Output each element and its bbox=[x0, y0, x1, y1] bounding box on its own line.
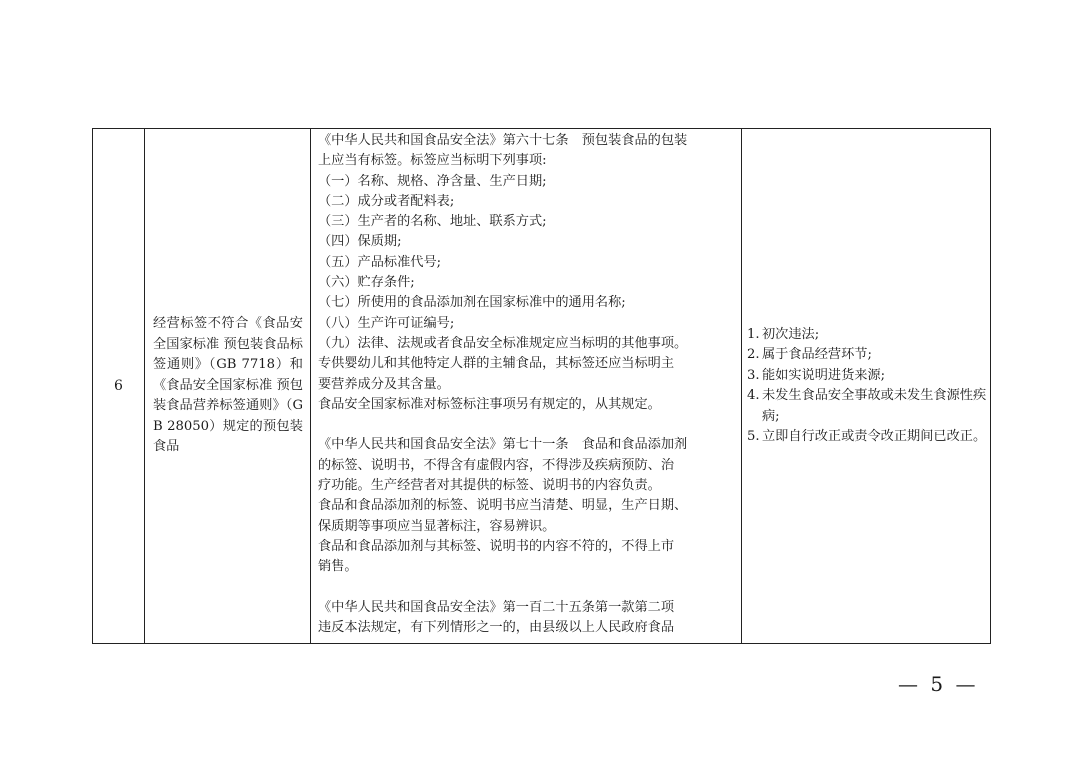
violation-text: 经营标签不符合《食品安全国家标准 预包装食品标签通则》（GB 7718）和《食品安全国家标准 预包装食品营养标签通则》（GB 28050）规定的预包装食品 bbox=[153, 316, 303, 455]
legal-text-line: 保质期等事项应当显著标注，容易辨识。 bbox=[318, 518, 556, 534]
condition-number: 1. bbox=[747, 326, 760, 342]
condition-text: 未发生食品安全事故或未发生食源性疾病; bbox=[762, 388, 987, 424]
condition-number: 5. bbox=[747, 429, 760, 444]
condition-text: 属于食品经营环节; bbox=[762, 347, 872, 362]
paragraph-gap bbox=[318, 578, 733, 598]
legal-basis-cell bbox=[311, 129, 742, 644]
condition-item bbox=[747, 386, 990, 427]
violation-cell bbox=[145, 129, 311, 644]
legal-text-line: 食品安全国家标准对标签标注事项另有规定的，从其规定。 bbox=[318, 396, 661, 412]
legal-text-line: 上应当有标签。标签应当标明下列事项: bbox=[318, 153, 547, 169]
condition-text: 能如实说明进货来源; bbox=[762, 367, 886, 383]
legal-text-line: 《中华人民共和国食品安全法》第六十七条 预包装食品的包装 bbox=[318, 133, 688, 148]
condition-item bbox=[747, 325, 990, 346]
penalty-table bbox=[92, 128, 991, 644]
condition-text: 立即自行改正或责令改正期间已改正。 bbox=[762, 429, 987, 444]
condition-number: 4. bbox=[747, 388, 760, 403]
legal-text-line: （五）产品标准代号; bbox=[318, 254, 442, 270]
legal-text-line: 《中华人民共和国食品安全法》第七十一条 食品和食品添加剂 bbox=[318, 437, 688, 453]
legal-text-line: （二）成分或者配料表; bbox=[318, 193, 455, 209]
legal-text-line: 违反本法规定，有下列情形之一的，由县级以上人民政府食品 bbox=[318, 620, 675, 636]
legal-text-line: （三）生产者的名称、地址、联系方式; bbox=[318, 214, 547, 230]
legal-text-line: 专供婴幼儿和其他特定人群的主辅食品，其标签还应当标明主 bbox=[318, 356, 675, 372]
condition-number: 3. bbox=[747, 367, 760, 383]
paragraph-gap bbox=[318, 415, 733, 435]
condition-number: 2. bbox=[747, 347, 760, 362]
legal-text-line: 《中华人民共和国食品安全法》第一百二十五条第一款第二项 bbox=[318, 599, 675, 615]
legal-text-line: （六）贮存条件; bbox=[318, 275, 415, 291]
conditions-cell bbox=[742, 129, 991, 644]
table-row bbox=[93, 129, 991, 644]
legal-text-line: 疗功能。生产经营者对其提供的标签、说明书的内容负责。 bbox=[318, 478, 661, 494]
legal-text-line: 食品和食品添加剂的标签、说明书应当清楚、明显，生产日期、 bbox=[318, 498, 688, 514]
legal-text-line: （八）生产许可证编号; bbox=[318, 315, 455, 331]
condition-item bbox=[747, 427, 990, 448]
page-number: — 5 — bbox=[898, 672, 979, 696]
legal-text-line: （七）所使用的食品添加剂在国家标准中的通用名称; bbox=[318, 295, 626, 311]
condition-item bbox=[747, 345, 990, 366]
legal-text-line: 的标签、说明书，不得含有虚假内容，不得涉及疾病预防、治 bbox=[318, 457, 675, 473]
conditions-list bbox=[742, 325, 990, 448]
condition-item bbox=[747, 366, 990, 387]
legal-basis-text bbox=[311, 129, 741, 638]
legal-text-line: （一）名称、规格、净含量、生产日期; bbox=[318, 173, 547, 189]
legal-text-line: 销售。 bbox=[318, 559, 358, 575]
legal-text-line: （四）保质期; bbox=[318, 234, 402, 250]
condition-text: 初次违法; bbox=[762, 326, 820, 342]
legal-text-line: 食品和食品添加剂与其标签、说明书的内容不符的，不得上市 bbox=[318, 538, 675, 554]
legal-text-line: （九）法律、法规或者食品安全标准规定应当标明的其他事项。 bbox=[318, 335, 688, 351]
row-number: 6 bbox=[93, 129, 145, 644]
legal-text-line: 要营养成分及其含量。 bbox=[318, 376, 450, 392]
